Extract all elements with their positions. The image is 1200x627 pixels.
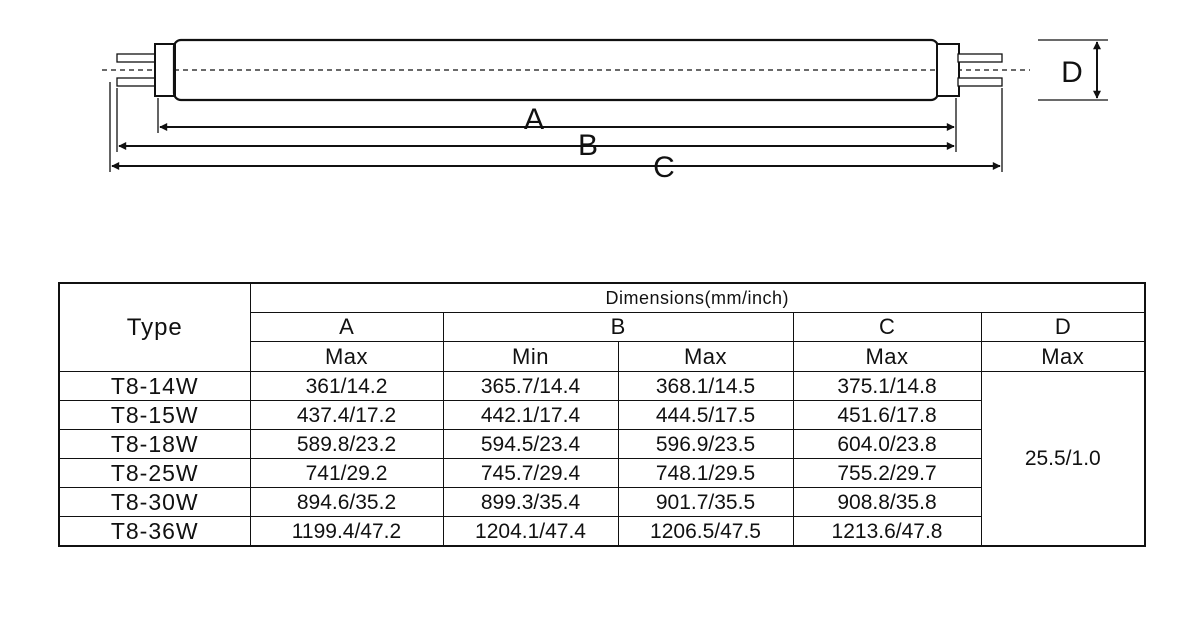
- cell-a-max: 1199.4/47.2: [250, 517, 443, 547]
- cell-a-max: 894.6/35.2: [250, 488, 443, 517]
- label-d: D: [1061, 56, 1083, 89]
- cell-b-min: 442.1/17.4: [443, 401, 618, 430]
- subheader-c-max: Max: [793, 342, 981, 372]
- row-type: T8-25W: [59, 459, 250, 488]
- row-type: T8-14W: [59, 372, 250, 401]
- row-type: T8-30W: [59, 488, 250, 517]
- cell-d-max: 25.5/1.0: [981, 372, 1145, 547]
- cell-a-max: 437.4/17.2: [250, 401, 443, 430]
- cell-b-max: 748.1/29.5: [618, 459, 793, 488]
- right-end-cap: [937, 44, 959, 96]
- cell-b-min: 1204.1/47.4: [443, 517, 618, 547]
- cell-b-min: 899.3/35.4: [443, 488, 618, 517]
- group-header-b: B: [443, 313, 793, 342]
- cell-b-max: 1206.5/47.5: [618, 517, 793, 547]
- dimensions-header: Dimensions(mm/inch): [250, 283, 1145, 313]
- label-b: B: [577, 129, 599, 162]
- label-a: A: [523, 103, 545, 136]
- table-row: [59, 372, 1145, 401]
- group-header-c: C: [793, 313, 981, 342]
- type-header: Type: [59, 283, 250, 372]
- subheader-b-min: Min: [443, 342, 618, 372]
- cell-b-max: 901.7/35.5: [618, 488, 793, 517]
- cell-b-max: 444.5/17.5: [618, 401, 793, 430]
- cell-b-max: 368.1/14.5: [618, 372, 793, 401]
- subheader-d-max: Max: [981, 342, 1145, 372]
- subheader-a-max: Max: [250, 342, 443, 372]
- cell-b-min: 365.7/14.4: [443, 372, 618, 401]
- tube-dimension-diagram: [0, 0, 1200, 280]
- subheader-b-max: Max: [618, 342, 793, 372]
- cell-b-max: 596.9/23.5: [618, 430, 793, 459]
- row-type: T8-18W: [59, 430, 250, 459]
- group-header-d: D: [981, 313, 1145, 342]
- row-type: T8-36W: [59, 517, 250, 547]
- cell-c-max: 451.6/17.8: [793, 401, 981, 430]
- cell-a-max: 589.8/23.2: [250, 430, 443, 459]
- cell-c-max: 604.0/23.8: [793, 430, 981, 459]
- cell-a-max: 741/29.2: [250, 459, 443, 488]
- cell-b-min: 594.5/23.4: [443, 430, 618, 459]
- dimensions-table: [58, 282, 1146, 547]
- cell-c-max: 755.2/29.7: [793, 459, 981, 488]
- group-header-a: A: [250, 313, 443, 342]
- left-end-cap: [155, 44, 175, 96]
- row-type: T8-15W: [59, 401, 250, 430]
- label-c: C: [653, 151, 675, 184]
- cell-a-max: 361/14.2: [250, 372, 443, 401]
- cell-c-max: 1213.6/47.8: [793, 517, 981, 547]
- cell-b-min: 745.7/29.4: [443, 459, 618, 488]
- cell-c-max: 375.1/14.8: [793, 372, 981, 401]
- cell-c-max: 908.8/35.8: [793, 488, 981, 517]
